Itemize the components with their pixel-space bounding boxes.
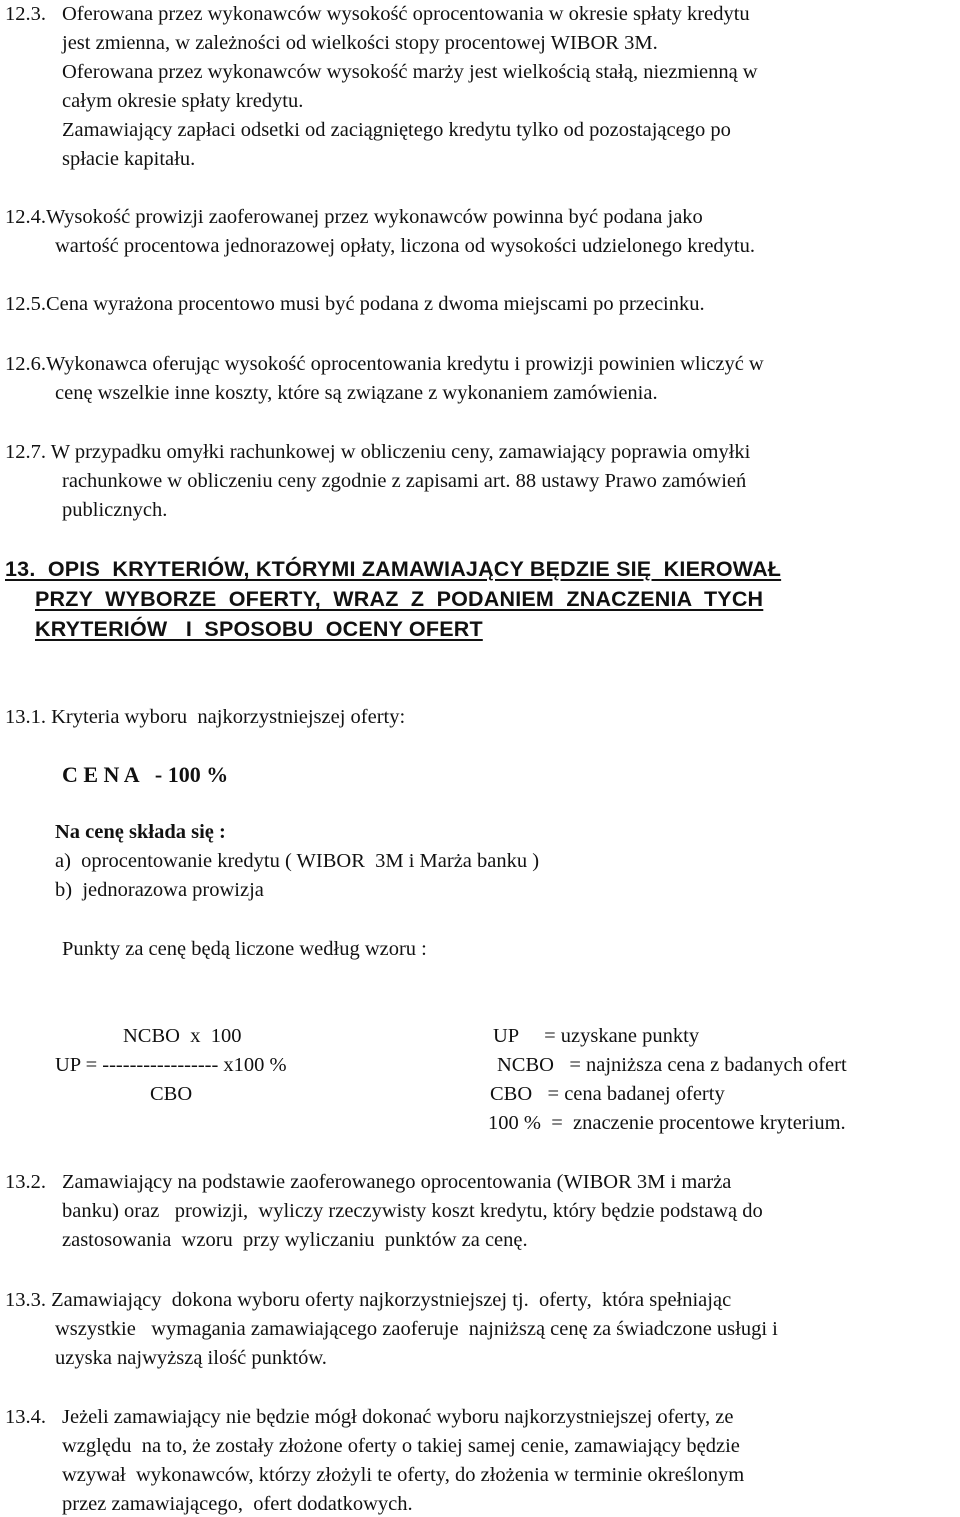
formula-legend-100: 100 % = znaczenie procentowe kryterium. xyxy=(488,1112,846,1134)
formula-intro: Punkty za cenę będą liczone według wzoru : xyxy=(62,938,427,960)
price-criterion: C E N A - 100 % xyxy=(62,762,229,787)
list-item-b: b) jednorazowa prowizja xyxy=(55,879,264,901)
heading-line: PRZY WYBORZE OFERTY, WRAZ Z PODANIEM ZNACZENIA TYCH xyxy=(35,587,764,611)
price-components-label: Na cenę składa się : xyxy=(55,821,226,843)
paragraph-line: Zamawiający na podstawie zaoferowanego oprocentowania (WIBOR 3M i marża xyxy=(62,1171,732,1193)
paragraph-line: 12.4.Wysokość prowizji zaoferowanej przez wykonawców powinna być podana jako xyxy=(5,206,703,228)
paragraph-line: zastosowania wzoru przy wyliczaniu punktów za cenę. xyxy=(62,1229,528,1251)
formula-legend-ncbo: NCBO = najniższa cena z badanych ofert xyxy=(497,1054,847,1076)
paragraph-line: jest zmienna, w zależności od wielkości stopy procentowej WIBOR 3M. xyxy=(62,32,658,54)
paragraph-line: 12.7. W przypadku omyłki rachunkowej w obliczeniu ceny, zamawiający poprawia omyłki xyxy=(5,441,751,463)
heading-line: 13. OPIS KRYTERIÓW, KTÓRYMI ZAMAWIAJĄCY BĘDZIE SIĘ KIEROWAŁ xyxy=(5,557,782,581)
paragraph-line: wzywał wykonawców, którzy złożyli te oferty, do złożenia w terminie określonym xyxy=(62,1464,745,1486)
section-number: 13.2. xyxy=(5,1171,46,1193)
paragraph-line: wszystkie wymagania zamawiającego zaoferuje najniższą cenę za świadczone usługi i xyxy=(55,1318,778,1340)
heading-line: KRYTERIÓW I SPOSOBU OCENY OFERT xyxy=(35,617,483,641)
formula-equation: UP = ----------------- x100 % xyxy=(55,1054,287,1076)
paragraph-line: publicznych. xyxy=(62,499,168,521)
paragraph-line: 12.5.Cena wyrażona procentowo musi być podana z dwoma miejscami po przecinku. xyxy=(5,293,705,315)
list-item-a: a) oprocentowanie kredytu ( WIBOR 3M i Marża banku ) xyxy=(55,850,540,872)
paragraph-line: Oferowana przez wykonawców wysokość oprocentowania w okresie spłaty kredytu xyxy=(62,3,750,25)
paragraph-line: wartość procentowa jednorazowej opłaty, liczona od wysokości udzielonego kredytu. xyxy=(55,235,756,257)
formula-denominator: CBO xyxy=(150,1083,193,1105)
paragraph-line: 13.3. Zamawiający dokona wyboru oferty najkorzystniejszej tj. oferty, która spełniając xyxy=(5,1289,732,1311)
paragraph-line: Jeżeli zamawiający nie będzie mógł dokonać wyboru najkorzystniejszej oferty, ze xyxy=(62,1406,734,1428)
paragraph-line: uzyska najwyższą ilość punktów. xyxy=(55,1347,327,1369)
paragraph-line: względu na to, że zostały złożone oferty o takiej samej cenie, zamawiający będzie xyxy=(62,1435,740,1457)
section-number: 13.4. xyxy=(5,1406,46,1428)
paragraph-line: całym okresie spłaty kredytu. xyxy=(62,90,304,112)
paragraph-line: rachunkowe w obliczeniu ceny zgodnie z zapisami art. 88 ustawy Prawo zamówień xyxy=(62,470,747,492)
paragraph-line: Oferowana przez wykonawców wysokość marży jest wielkością stałą, niezmienną w xyxy=(62,61,758,83)
formula-legend-up: UP = uzyskane punkty xyxy=(493,1025,700,1047)
paragraph-line: 12.6.Wykonawca oferując wysokość oprocentowania kredytu i prowizji powinien wliczyć w xyxy=(5,353,764,375)
paragraph-line: banku) oraz prowizji, wyliczy rzeczywisty koszt kredytu, który będzie podstawą do xyxy=(62,1200,763,1222)
paragraph-line: Zamawiający zapłaci odsetki od zaciągniętego kredytu tylko od pozostającego po xyxy=(62,119,731,141)
criteria-title: 13.1. Kryteria wyboru najkorzystniejszej oferty: xyxy=(5,706,406,728)
paragraph-line: cenę wszelkie inne koszty, które są związane z wykonaniem zamówienia. xyxy=(55,382,658,404)
paragraph-line: przez zamawiającego, ofert dodatkowych. xyxy=(62,1493,413,1515)
formula-legend-cbo: CBO = cena badanej oferty xyxy=(490,1083,725,1105)
formula-numerator: NCBO x 100 xyxy=(123,1025,242,1047)
paragraph-line: spłacie kapitału. xyxy=(62,148,196,170)
section-number: 12.3. xyxy=(5,3,46,25)
